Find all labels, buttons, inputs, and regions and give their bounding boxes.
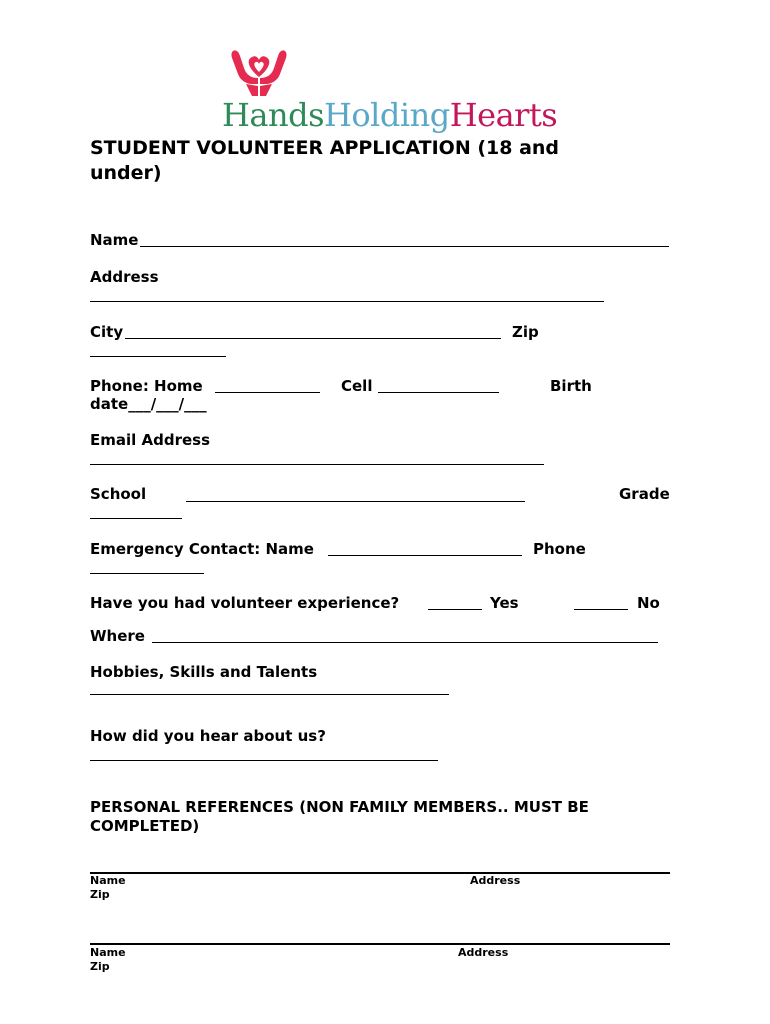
emergency-contact-label: Emergency Contact: Name xyxy=(90,540,314,558)
name-label: Name xyxy=(90,231,139,249)
heard-field[interactable] xyxy=(90,760,438,761)
reference-1-address-label: Address xyxy=(470,874,521,887)
page-title xyxy=(90,136,559,186)
name-field[interactable] xyxy=(140,246,669,247)
school-label: School xyxy=(90,485,147,503)
birth-label: Birth xyxy=(550,377,592,395)
grade-label: Grade xyxy=(619,485,670,503)
yes-label: Yes xyxy=(490,594,519,612)
references-heading-line-2: COMPLETED) xyxy=(90,817,200,835)
reference-2-line[interactable] xyxy=(90,943,670,945)
phone-home-label: Phone: Home xyxy=(90,377,203,395)
hobbies-label: Hobbies, Skills and Talents xyxy=(90,663,318,681)
where-field[interactable] xyxy=(152,642,658,643)
email-label: Email Address xyxy=(90,431,211,449)
birth-date-field[interactable]: date___/___/___ xyxy=(90,395,207,413)
logo-hearts: Hearts xyxy=(449,96,558,134)
logo-hands: Hands xyxy=(222,96,324,134)
references-heading-line-1: PERSONAL REFERENCES (NON FAMILY MEMBERS.. MUST BE xyxy=(90,798,589,816)
reference-1-line[interactable] xyxy=(90,872,670,874)
reference-2-address-label: Address xyxy=(458,946,509,959)
city-label: City xyxy=(90,323,124,341)
emergency-name-field[interactable] xyxy=(328,555,522,556)
emergency-phone-field[interactable] xyxy=(90,573,204,574)
logo-holding: Holding xyxy=(324,96,450,134)
logo-wordmark xyxy=(222,96,557,134)
heard-label: How did you hear about us? xyxy=(90,727,326,745)
city-field[interactable] xyxy=(125,338,501,339)
reference-1-zip-label: Zip xyxy=(90,888,110,901)
reference-2-name-label: Name xyxy=(90,946,126,959)
references-heading xyxy=(90,798,589,836)
address-field[interactable] xyxy=(90,301,604,302)
email-field[interactable] xyxy=(90,464,544,465)
title-line-1: STUDENT VOLUNTEER APPLICATION (18 and xyxy=(90,137,560,159)
school-field[interactable] xyxy=(186,501,525,502)
address-label: Address xyxy=(90,268,159,286)
hobbies-field[interactable] xyxy=(90,694,449,695)
cell-label: Cell xyxy=(341,377,373,395)
no-label: No xyxy=(637,594,660,612)
no-field[interactable] xyxy=(574,609,628,610)
yes-field[interactable] xyxy=(428,609,482,610)
phone-home-field[interactable] xyxy=(215,392,320,393)
title-line-2: under) xyxy=(90,162,162,184)
where-label: Where xyxy=(90,627,145,645)
emergency-phone-label: Phone xyxy=(533,540,586,558)
reference-2-zip-label: Zip xyxy=(90,960,110,973)
cell-field[interactable] xyxy=(378,392,499,393)
zip-field[interactable] xyxy=(90,356,226,357)
volunteer-question: Have you had volunteer experience? xyxy=(90,594,400,612)
grade-field[interactable] xyxy=(90,518,182,519)
hands-holding-heart-icon xyxy=(228,44,290,100)
reference-1-name-label: Name xyxy=(90,874,126,887)
zip-label: Zip xyxy=(512,323,539,341)
